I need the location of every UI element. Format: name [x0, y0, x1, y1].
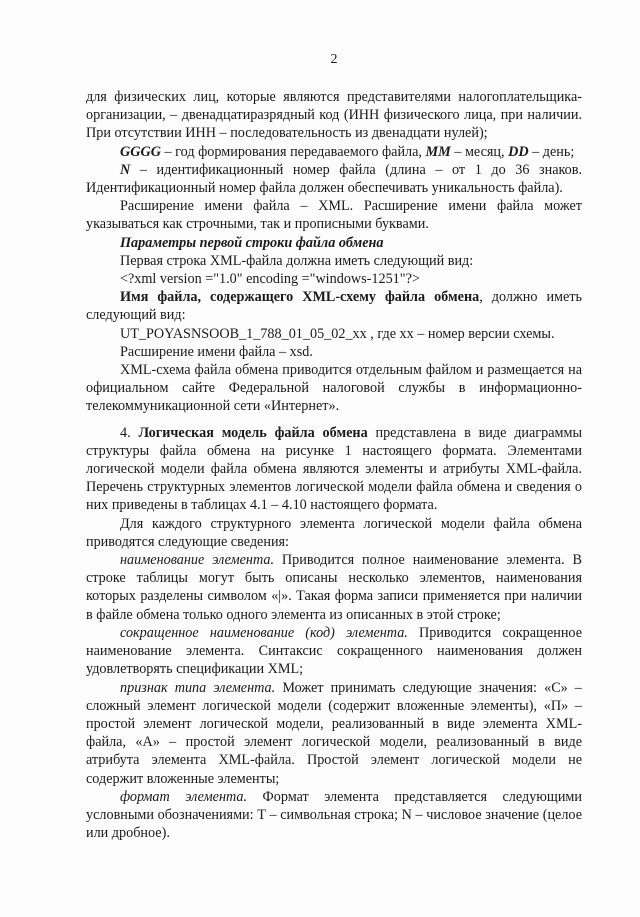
logical-model-bold: Логическая модель файла обмена: [138, 424, 368, 441]
term-dd: DD: [508, 143, 529, 160]
paragraph-schema-name: Имя файла, содержащего XML-схему файла обмена, должно иметь следующий вид:: [86, 289, 583, 324]
paragraph-element-name: наименование элемента. Приводится полное наименование элемента. В строке таблицы могут быть описаны несколько элементов, наименования которых разделены символом «|». Такая форма записи применяется при наличии в файле обмена только одного элемента из описанных в этой строке;: [86, 552, 582, 623]
paragraph-inn-individual: для физических лиц, которые являются представителями налогоплательщика-организации, – двенадцатиразрядный код (ИНН физического лица, при наличии. При отсутствии ИНН – последовательность из двенадцати нулей);: [86, 89, 582, 142]
paragraph-element-format: формат элемента. Формат элемента представляется следующими условными обозначениями: Т – символьная строка; N – числовое значение (целое или дробное).: [86, 788, 582, 842]
paragraph-logical-model: 4. Логическая модель файла обмена представлена в виде диаграммы структуры файла обмена на рисунке 1 настоящего формата. Элементами логической модели файла обмена являются элементы и атрибуты XML-файла. Перечень структурных элементов логической модели файла обмена и сведения о них приведены в таблицах 4.1 – 4.10 настоящего формата.: [86, 424, 583, 514]
paragraph-element-type: признак типа элемента. Может принимать следующие значения: «С» – сложный элемент логической модели (содержит вложенные элементы), «П» – простой элемент логической модели, реализованный в виде элемента XML-файла, «А» – простой элемент логической модели, реализованный в виде атрибута элемента XML-файла. Простой элемент логической модели не содержит вложенные элементы;: [86, 679, 582, 787]
paragraph-schema-extension: Расширение имени файла – xsd.: [120, 343, 313, 360]
paragraph-file-extension: Расширение имени файла – XML. Расширение имени файла может указываться как строчными, так и прописными буквами.: [86, 198, 582, 233]
schema-name-bold: Имя файла, содержащего XML-схему файла обмена: [120, 289, 480, 306]
paragraph-schema-publication: XML-схема файла обмена приводится отдельным файлом и размещается на официальном сайте Федеральной налоговой службы в информационно-телекоммуникационной сети «Интернет».: [86, 362, 582, 415]
paragraph-element-info-intro: Для каждого структурного элемента логической модели файла обмена приводятся следующие сведения:: [86, 515, 582, 550]
paragraph-element-code: сокращенное наименование (код) элемента. Приводится сокращенное наименование элемента. Синтаксис сокращенного наименования должен удовлетворять спецификации XML;: [86, 624, 582, 678]
term-gggg: GGGG: [120, 143, 161, 160]
xml-declaration-line: <?xml version ="1.0" encoding ="windows-1251"?>: [120, 271, 420, 288]
schema-file-name: UT_POYASNSOOB_1_788_01_05_02_xx , где хх – номер версии схемы.: [120, 325, 555, 342]
section-heading-first-line: Параметры первой строки файла обмена: [120, 234, 384, 251]
page-number: 2: [330, 52, 338, 67]
term-mm: MM: [425, 143, 451, 160]
paragraph-date-fields: GGGG – год формирования передаваемого файла, MM – месяц, DD – день;: [120, 143, 575, 160]
term-n: N: [120, 161, 131, 178]
paragraph-first-line-intro: Первая строка XML-файла должна иметь следующий вид:: [120, 252, 474, 269]
paragraph-file-id: N – идентификационный номер файла (длина – от 1 до 36 знаков. Идентификационный номер файла должен обеспечивать уникальность файла).: [86, 161, 582, 197]
